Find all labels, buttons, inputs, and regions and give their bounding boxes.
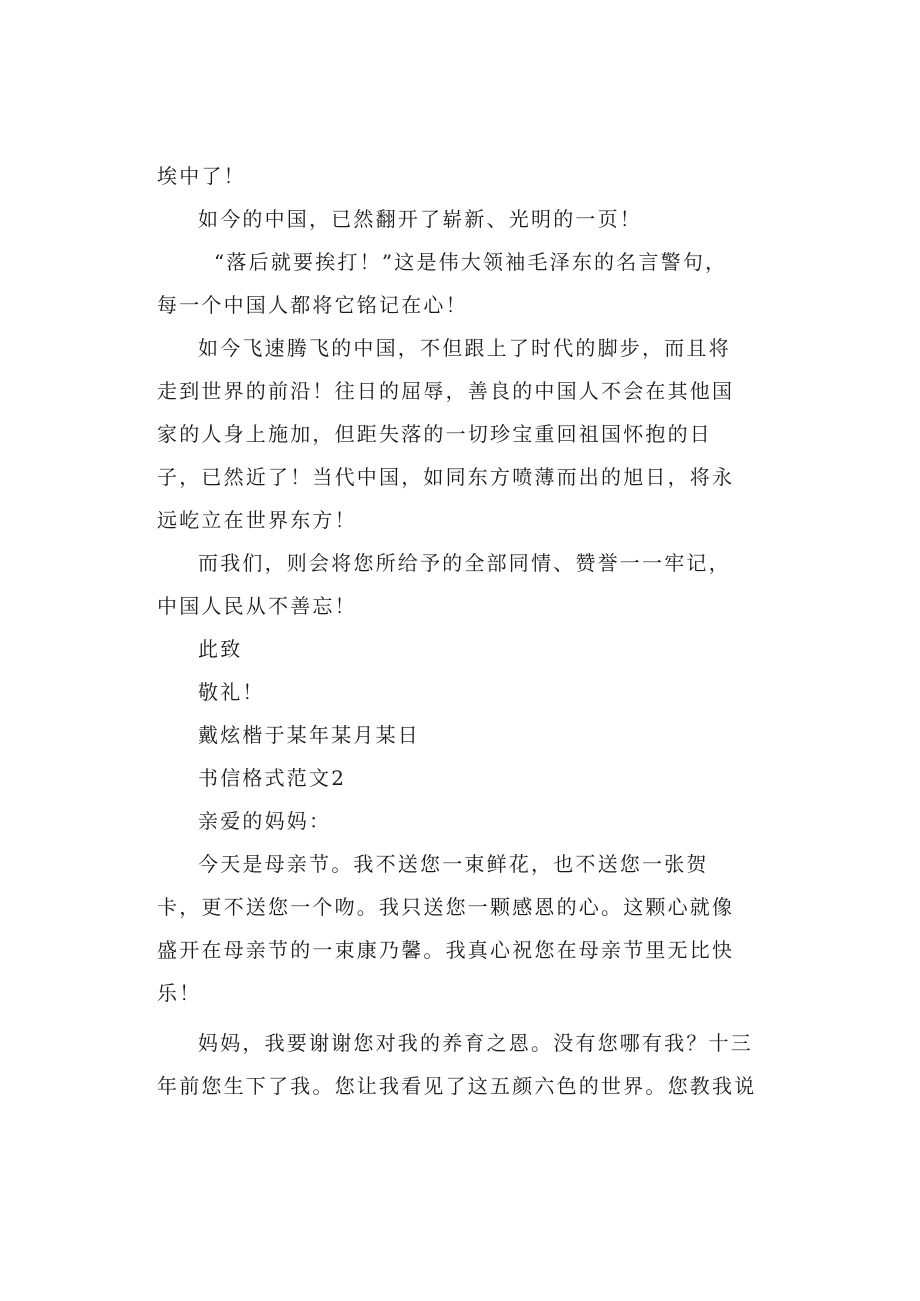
text-line: 年前您生下了我。您让我看见了这五颜六色的世界。您教我说 [157,1074,757,1098]
text-line: 每一个中国人都将它铭记在心！ [157,293,468,317]
text-line: 远屹立在世界东方！ [157,508,357,532]
text-line: 今天是母亲节。我不送您一束鲜花，也不送您一张贺 [198,852,709,876]
text-line: 敬礼！ [198,680,265,704]
text-line: 如今的中国，已然翻开了崭新、光明的一页！ [198,207,642,231]
text-line: 戴炫楷于某年某月某日 [198,723,420,747]
text-line: 埃中了！ [157,164,246,188]
text-line: 子，已然近了！当代中国，如同东方喷薄而出的旭日，将永 [157,465,735,489]
salutation: 亲爱的妈妈： [198,809,332,833]
text-line: 此致 [198,637,243,661]
text-line: “落后就要挨打！”这是伟大领袖毛泽东的名言警句， [214,250,728,274]
text-line: 如今飞速腾飞的中国，不但跟上了时代的脚步，而且将 [198,336,731,360]
section-heading: 书信格式范文2 [198,766,347,790]
text-line: 家的人身上施加，但距失落的一切珍宝重回祖国怀抱的日 [157,422,712,446]
text-line: 中国人民从不善忘！ [157,594,357,618]
text-line: 而我们，则会将您所给予的全部同情、赞誉一一牢记， [198,551,731,575]
text-line: 卡，更不送您一个吻。我只送您一颗感恩的心。这颗心就像 [157,895,735,919]
text-line: 妈妈，我要谢谢您对我的养育之恩。没有您哪有我？十三 [198,1031,753,1055]
text-line: 盛开在母亲节的一束康乃馨。我真心祝您在母亲节里无比快 [157,938,735,962]
text-line: 走到世界的前沿！往日的屈辱，善良的中国人不会在其他国 [157,379,735,403]
text-line: 乐！ [157,981,202,1005]
